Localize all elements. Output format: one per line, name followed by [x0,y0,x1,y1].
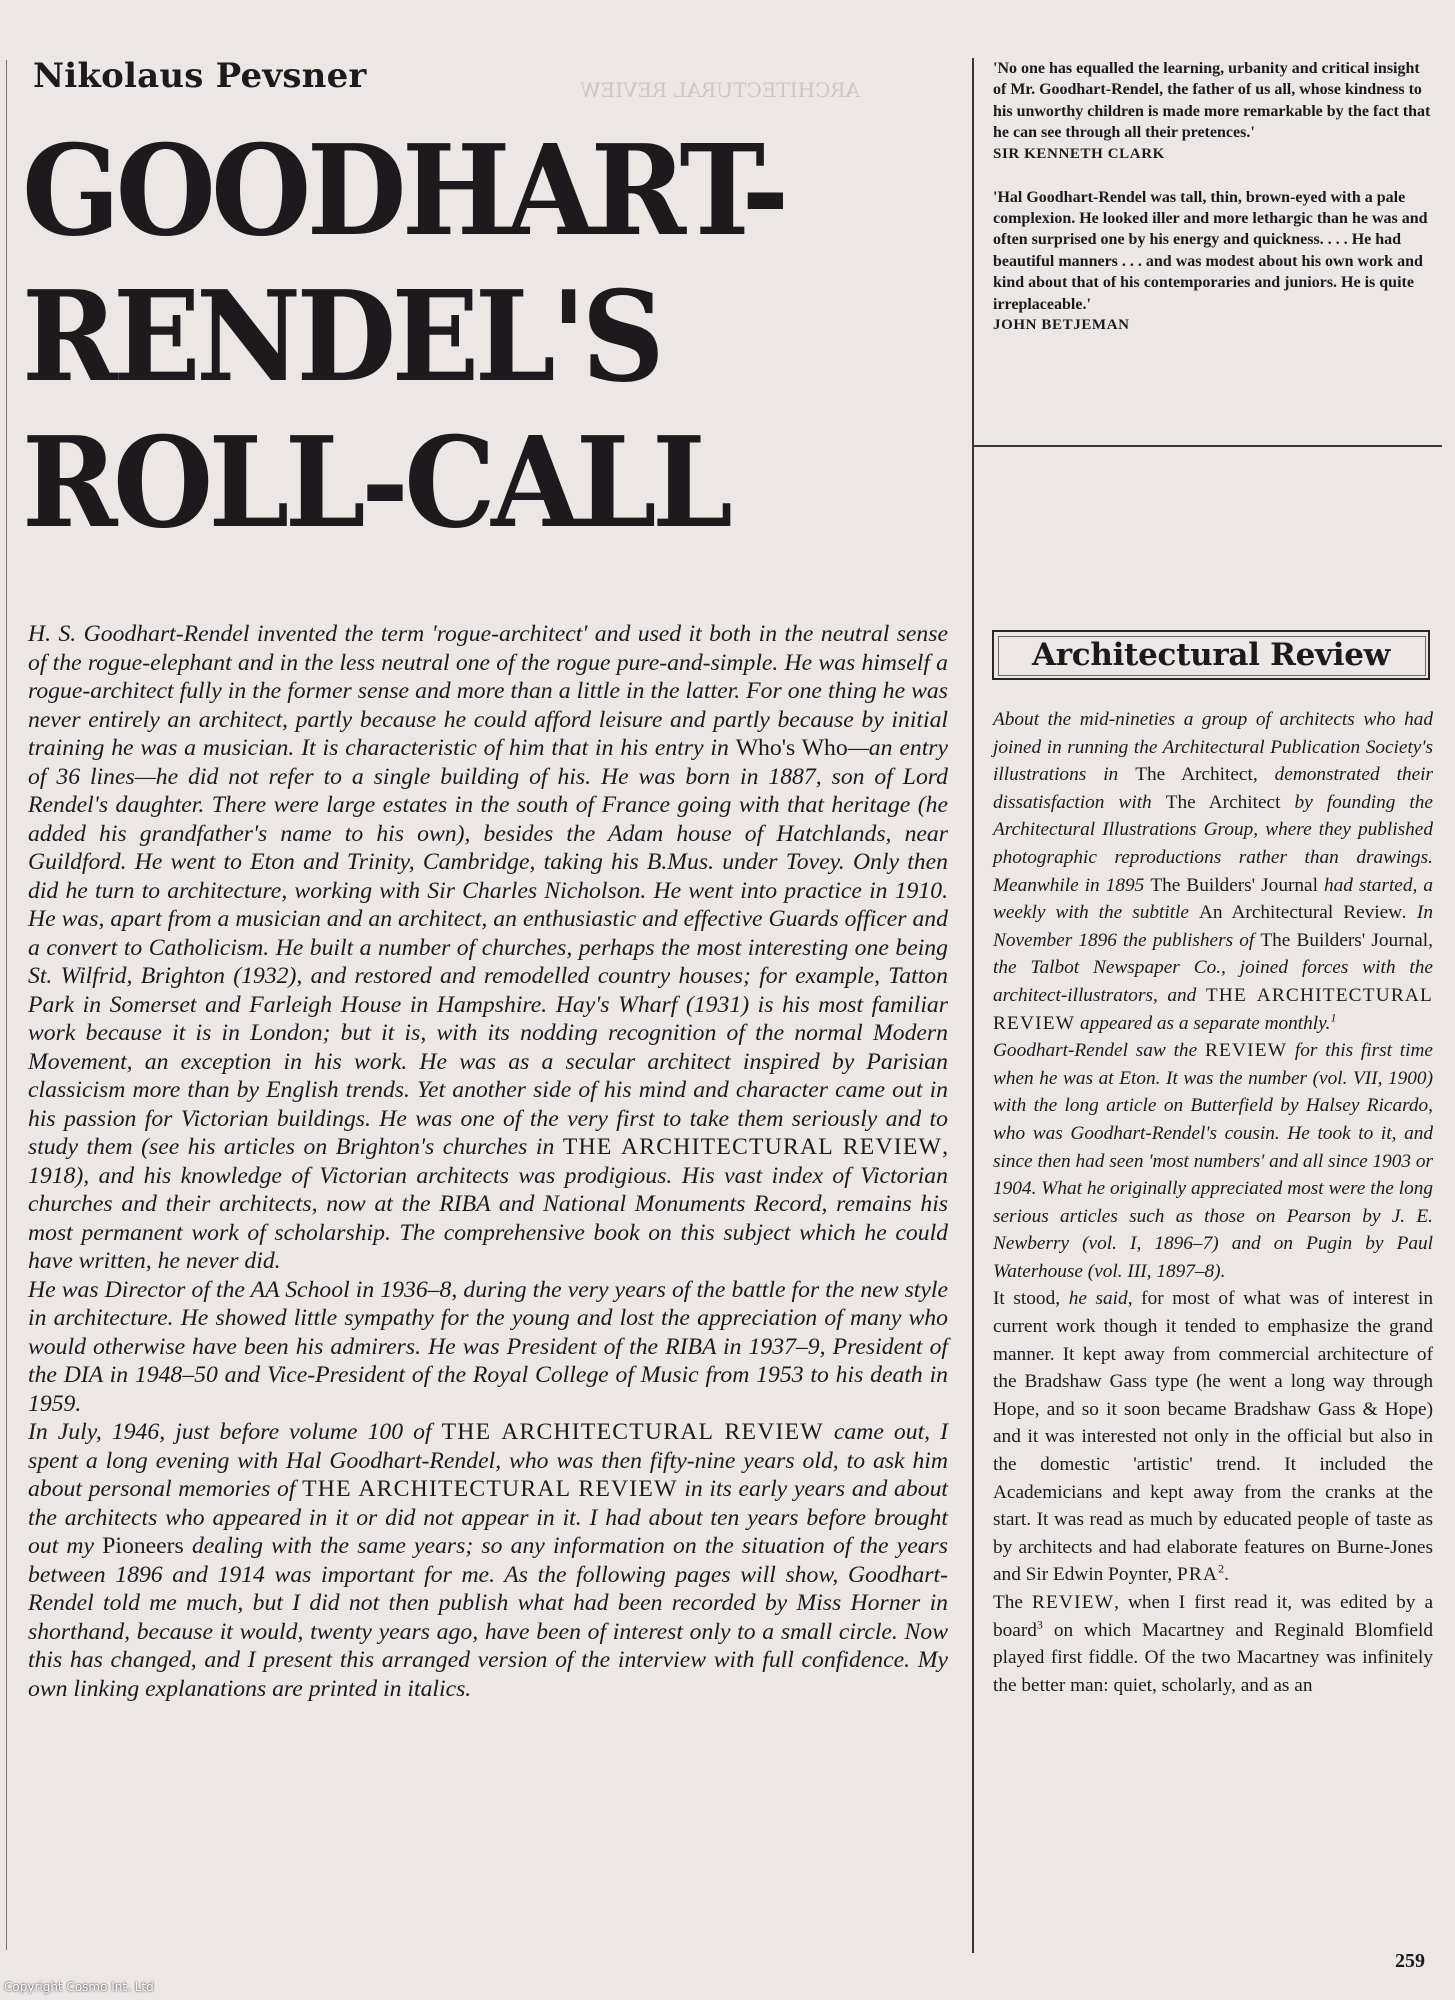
sidebar-text [993,706,1433,1699]
article-paragraph: In July, 1946, just before volume 100 of THE ARCHITECTURAL REVIEW came out, I spent a long evening with Hal Goodhart-Rendel, who was then fifty-nine years old, to ask him about personal memories of THE ARCHITECTURAL REVIEW in its early years and about the architects who appeared in it or did not appear in it. I had about ten years before brought out my Pioneers dealing with the same years; so any information on the situation of the years between 1896 and 1914 was important for me. As the following pages will show, Goodhart-Rendel told me much, but I did not then publish what had been recorded by Miss Horner in shorthand, because it would, twenty years ago, have been of interest only to a small circle. Now this has changed, and I present this arranged version of the interview with full confidence. My own linking explanations are printed in italics. [28,1419,949,1702]
whos-who-title: Who's Who [735,735,848,761]
show-through-text: ARCHITECTURAL REVIEW [580,78,860,102]
pull-quotes [993,58,1433,334]
sidebar-paragraph: About the mid-nineties a group of architects who had joined in running the Architectural Publication Society's illustrations in The Architect, demonstrated their dissatisfaction with The Architect by founding the Architectural Illustrations Group, where they published photographic reproductions rather than drawings. Meanwhile in 1895 The Builders' Journal had started, a weekly with the subtitle An Architectural Review. In November 1896 the publishers of The Builders' Journal, the Talbot Newspaper Co., joined forces with the architect-illustrators, and THE ARCHITECTURAL REVIEW appeared as a separate monthly.$^1$ [993,709,1434,1034]
quote-attribution: SIR KENNETH CLARK [993,145,1165,162]
quote-text: 'No one has equalled the learning, urbanity and critical insight of Mr. Goodhart-Rendel, the father of us all, whose kindness to his unworthy children is made more remarkable by the fact that he can see through all their pretences.' [993,60,1431,142]
article-paragraph: H. S. Goodhart-Rendel invented the term 'rogue-architect' and used it both in the neutral sense of the rogue-elephant and in the less neutral one of the rogue pure-and-simple. He was himself a rogue-architect fully in the former sense and more than a little in the latter. For one thing he was never entirely an architect, partly because he could afford leisure and partly because by initial training he was a musician. It is characteristic of him that in his entry in Who's Who—an entry of 36 lines—he did not refer to a single building of his. He was born in 1887, son of Lord Rendel's daughter. There were large estates in the south of France going with that heritage (he added his grandfather's name to his own), besides the Adam house of Hatchlands, near Guildford. He went to Eton and Trinity, Cambridge, taking his B.Mus. under Tovey. Only then did he turn to architecture, working with Sir Charles Nicholson. He went into practice in 1910. He was, apart from a musician and an architect, an enthusiastic and effective Guards officer and a convert to Catholicism. He built a number of churches, perhaps the most interesting one being St. Wilfrid, Brighton (1932), and restored and remodelled country houses; for example, Tatton Park in Somerset and Farleigh House in Hampshire. Hay's Wharf (1931) is his most familiar work because it is in London; but it is, with its nodding recognition of the normal Modern Movement, an exception in his work. He was as a secular architect inspired by Parisian classicism more than by English trends. Yet another side of his mind and character came out in his passion for Victorian buildings. He was one of the very first to take them seriously and to study them (see his articles on Brighton's churches in THE ARCHITECTURAL REVIEW, 1918), and his knowledge of Victorian architects was prodigious. His vast index of Victorian churches and their architects, now at the RIBA and National Monuments Record, remains his most permanent work of scholarship. The comprehensive book on this subject which he could have written, he never did. [28,621,949,1274]
page-number: 259 [1395,1950,1425,1972]
page-edge [6,60,7,1950]
headline-line-1: GOODHART- [22,118,785,264]
quote-betjeman [993,187,1433,334]
sidebar-paragraph: It stood, he said, for most of what was of interest in current work though it tended to emphasize the grand manner. It kept away from commercial architecture of the Bradshaw Gass type (he went a long way through Hope, and so it soon became Bradshaw Gass & Hope) and it was interested not only in the official but also in the domestic 'artistic' trend. It included the Academicians and kept away from the cranks at the start. It was read as much by educated people of taste as by architects and had elaborate features on Burne-Jones and Sir Edwin Poynter, PRA$^2$. [993,1288,1434,1586]
author-name: Nikolaus Pevsner [33,56,367,96]
headline-line-2: RENDEL'S [22,264,661,410]
sidebar-paragraph: The REVIEW, when I first read it, was edited by a board$^3$ on which Macartney and Reginald Blomfield played first fiddle. Of the two Macartney was infinitely the better man: quiet, scholarly, and as an [993,1592,1433,1696]
magazine-name: THE ARCHITECTURAL REVIEW [302,1476,678,1502]
quote-text: 'Hal Goodhart-Rendel was tall, thin, brown-eyed with a pale complexion. He looked iller and more lethargic than he was and often surprised one by his energy and quickness. . . . He had beautiful manners . . . and was modest about his own work and kind about that of his contemporaries and juniors. He is quite irreplaceable.' [993,188,1428,313]
sidebar-paragraph: Goodhart-Rendel saw the REVIEW for this first time when he was at Eton. It was the number (vol. VII, 1900) with the long article on Butterfield by Halsey Ricardo, who was Goodhart-Rendel's cousin. He took to it, and since then had seen 'most numbers' and all since 1903 or 1904. What he originally appreciated most were the long serious articles such as those on Pearson by J. E. Newberry (vol. I, 1896–7) and on Pugin by Paul Waterhouse (vol. III, 1897–8). [993,1040,1433,1282]
footnote-ref: 1 [1330,1010,1337,1025]
magazine-name: THE ARCHITECTURAL REVIEW [993,984,1433,1034]
magazine-name: THE ARCHITECTURAL REVIEW [441,1419,824,1445]
column-divider [972,58,974,1953]
sidebar-title: Architectural Review [992,630,1430,680]
quotes-divider [972,445,1442,447]
footnote-ref: 3 [1036,1617,1043,1632]
footnote-ref: 2 [1218,1561,1225,1576]
headline-line-3: ROLL-CALL [22,410,729,556]
article-paragraph: He was Director of the AA School in 1936–8, during the very years of the battle for the new style in architecture. He showed little sympathy for the young and lost the appreciation of many who would otherwise have been his admirers. He was President of the RIBA in 1937–9, President of the DIA in 1948–50 and Vice-President of the Royal College of Music from 1953 to his death in 1959. [28,1276,948,1417]
main-article [28,620,948,1703]
magazine-name: THE ARCHITECTURAL REVIEW [562,1134,943,1160]
copyright-notice: Copyright Cosmo Int. Ltd [4,1980,154,1994]
quote-clark [993,58,1433,163]
quote-attribution: JOHN BETJEMAN [993,317,1130,334]
book-title: Pioneers [102,1533,184,1559]
headline [22,118,887,556]
